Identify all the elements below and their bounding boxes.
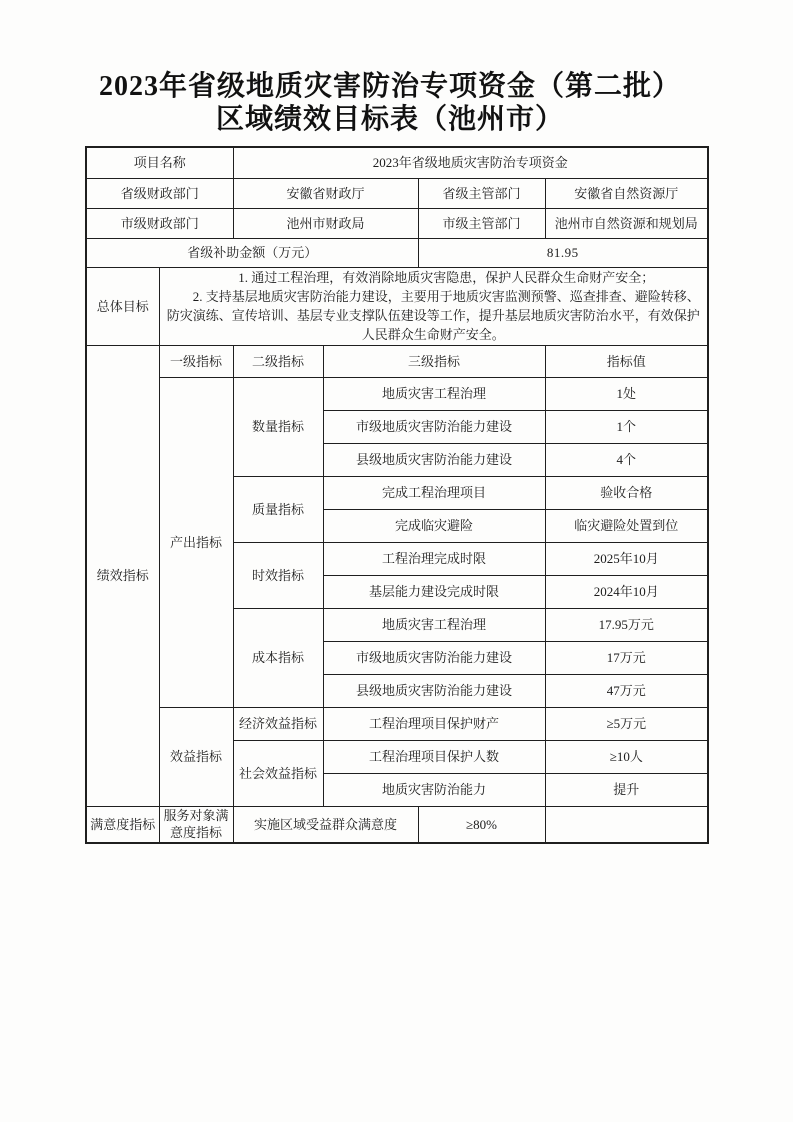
performance-target-table [85,146,709,844]
indicator-value: 4个 [545,443,708,476]
indicator-value: 47万元 [545,674,708,707]
indicator-name: 完成工程治理项目 [323,476,545,509]
provincial-admin-value: 安徽省自然资源厅 [545,178,708,208]
page-title [0,70,780,136]
provincial-finance-value: 安徽省财政厅 [233,178,418,208]
indicator-name: 市级地质灾害防治能力建设 [323,410,545,443]
social-benefit-label: 社会效益指标 [233,740,323,806]
benefit-label: 效益指标 [159,707,233,806]
timeliness-label: 时效指标 [233,542,323,608]
provincial-finance-label: 省级财政部门 [86,178,233,208]
economic-benefit-label: 经济效益指标 [233,707,323,740]
municipal-finance-label: 市级财政部门 [86,208,233,238]
subsidy-value: 81.95 [418,238,708,267]
indicator-name: 实施区域受益群众满意度 [233,806,418,843]
header-level3: 三级指标 [323,345,545,377]
title-line-1: 2023年省级地质灾害防治专项资金（第二批） [98,71,681,102]
overall-goal-paragraph-2: 2. 支持基层地质灾害防治能力建设，主要用于地质灾害监测预警、巡查排查、避险转移、防灾演练、宣传培训、基层专业支撑队伍建设等工作，提升基层地质灾害防治水平，有效保护人民群众生命财产安全。 [166,289,700,342]
indicator-name: 地质灾害工程治理 [323,608,545,641]
output-label: 产出指标 [159,377,233,707]
indicator-name: 工程治理项目保护财产 [323,707,545,740]
indicator-value: ≥80% [418,806,545,843]
indicator-value: 临灾避险处置到位 [545,509,708,542]
municipal-admin-label: 市级主管部门 [418,208,545,238]
table-row [86,377,708,410]
indicator-value: 提升 [545,773,708,806]
indicator-value: 验收合格 [545,476,708,509]
header-level2: 二级指标 [233,345,323,377]
provincial-admin-label: 省级主管部门 [418,178,545,208]
table-row [86,707,708,740]
overall-goal-text [159,267,708,345]
overall-goal-paragraph-1: 1. 通过工程治理，有效消除地质灾害隐患，保护人民群众生命财产安全； [238,270,655,285]
row-project-name [86,147,708,178]
row-subsidy [86,238,708,267]
municipal-admin-value: 池州市自然资源和规划局 [545,208,708,238]
header-level1: 一级指标 [159,345,233,377]
service-satisfaction-label: 服务对象满意度指标 [159,806,233,843]
indicator-value: 17万元 [545,641,708,674]
quantity-label: 数量指标 [233,377,323,476]
row-provincial-departments [86,178,708,208]
indicator-value: 1个 [545,410,708,443]
quality-label: 质量指标 [233,476,323,542]
indicator-value: ≥10人 [545,740,708,773]
row-overall-goal [86,267,708,345]
cost-label: 成本指标 [233,608,323,707]
indicator-name: 市级地质灾害防治能力建设 [323,641,545,674]
indicator-name: 县级地质灾害防治能力建设 [323,443,545,476]
title-line-2: 区域绩效目标表（池州市） [215,104,564,135]
indicator-value: 2024年10月 [545,575,708,608]
municipal-finance-value: 池州市财政局 [233,208,418,238]
overall-goal-label: 总体目标 [86,267,159,345]
row-municipal-departments [86,208,708,238]
indicator-name: 工程治理完成时限 [323,542,545,575]
performance-section-label: 绩效指标 [86,345,159,806]
indicator-name: 完成临灾避险 [323,509,545,542]
indicator-value: 17.95万元 [545,608,708,641]
subsidy-label: 省级补助金额（万元） [86,238,418,267]
satisfaction-label: 满意度指标 [86,806,159,843]
indicator-name: 地质灾害工程治理 [323,377,545,410]
indicator-value: 2025年10月 [545,542,708,575]
indicator-name: 县级地质灾害防治能力建设 [323,674,545,707]
indicator-name: 工程治理项目保护人数 [323,740,545,773]
row-indicator-header [86,345,708,377]
project-name-value: 2023年省级地质灾害防治专项资金 [233,147,708,178]
indicator-name: 地质灾害防治能力 [323,773,545,806]
header-value: 指标值 [545,345,708,377]
project-name-label: 项目名称 [86,147,233,178]
indicator-value: ≥5万元 [545,707,708,740]
table-row [86,806,708,843]
indicator-name: 基层能力建设完成时限 [323,575,545,608]
indicator-value: 1处 [545,377,708,410]
